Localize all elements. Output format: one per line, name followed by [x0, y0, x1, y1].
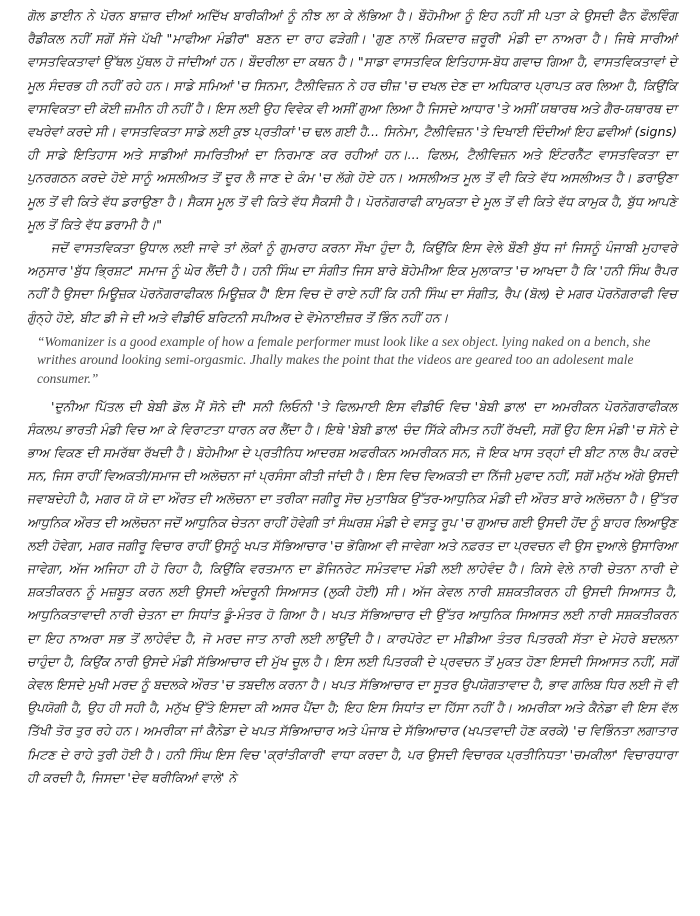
document-page: [27, 4, 677, 789]
paragraph-1: ਗੋਲ ਡਾਈਨ ਨੇ ਪੋਰਨ ਬਾਜ਼ਾਰ ਦੀਆਂ ਅਦਿੱਖ ਬਾਰੀਕੀਆਂ ਨੂੰ ਨੀਝ ਲਾ ਕੇ ਲੱਭਿਆ ਹੈ। ਬੌਹੋਮੀਆ ਨੂੰ ਇਹ ਨਹੀਂ ਸੀ ਪਤਾ ਕੇ ਉਸਦੀ ਫੈਨ ਫੌਲਵਿੰਗ ਰੈਡੀਕਲ ਨਹੀਂ ਸਗੋਂ ਸੱਜੇ ਪੱਖੀ "ਮਾਫੀਆ ਮੰਡੀਰ" ਬਣਨ ਦਾ ਰਾਹ ਫੜੇਗੀ। 'ਗੁਣ ਨਾਲੋਂ ਮਿਕਦਾਰ ਜ਼ਰੂਰੀ' ਮੰਡੀ ਦਾ ਨਾਅਰਾ ਹੈ। ਜਿਥੇ ਸਾਰੀਆਂ ਵਾਸਤਵਿਕਤਾਵਾਂ ਉੱਥਲ ਪੁੱਥਲ ਹੋ ਜਾਂਦੀਆਂ ਹਨ। ਬੌਦਰੀਲਾ ਦਾ ਕਥਨ ਹੈ। "ਸਾਡਾ ਵਾਸਤਵਿਕ ਇਤਿਹਾਸ-ਬੋਧ ਗਵਾਚ ਗਿਆ ਹੈ, ਵਾਸਤਵਿਕਤਾਵਾਂ ਦੇ ਮੂਲ ਸੰਦਰਭ ਹੀ ਨਹੀਂ ਰਹੇ ਹਨ। ਸਾਡੇ ਸਮਿਆਂ 'ਚ ਸਿਨਮਾ, ਟੈਲੀਵਿਜ਼ਨ ਨੇ ਹਰ ਚੀਜ਼ 'ਚ ਦਖਲ ਦੇਣ ਦਾ ਅਧਿਕਾਰ ਪ੍ਰਾਪਤ ਕਰ ਲਿਆ ਹੈ, ਕਿਉਂਕਿ ਵਾਸਵਿਕਤਾ ਦੀ ਕੋਈ ਜ਼ਮੀਨ ਹੀ ਨਹੀਂ ਹੈ। ਇਸ ਲਈ ਉਹ ਵਿਵੇਕ ਵੀ ਅਸੀਂ ਗੁਆ ਲਿਆ ਹੈ ਜਿਸਦੇ ਆਧਾਰ 'ਤੇ ਅਸੀਂ ਯਥਾਰਥ ਅਤੇ ਗੈਰ-ਯਥਾਰਥ ਦਾ ਵਖਰੇਵਾਂ ਕਰਦੇ ਸੀ। ਵਾਸਤਵਿਕਤਾ ਸਾਡੇ ਲਈ ਕੁਝ ਪ੍ਰਤੀਕਾਂ 'ਚ ਢਲ ਗਈ ਹੈ... ਸਿਨੇਮਾ, ਟੈਲੀਵਿਜ਼ਨ 'ਤੇ ਦਿਖਾਈ ਦਿੰਦੀਆਂ ਇਹ ਛਵੀਆਂ (signs) ਹੀ ਸਾਡੇ ਇਤਿਹਾਸ ਅਤੇ ਸਾਡੀਆਂ ਸਮਰਿਤੀਆਂ ਦਾ ਨਿਰਮਾਣ ਕਰ ਰਹੀਆਂ ਹਨ।... ਫਿਲਮ, ਟੈਲੀਵਿਜ਼ਨ ਅਤੇ ਇੰਟਰਨੈੱਟ ਵਾਸਤਵਿਕਤਾ ਦਾ ਪੁਨਰਗਠਨ ਕਰਦੇ ਹੋਏ ਸਾਨੂੰ ਅਸਲੀਅਤ ਤੋਂ ਦੂਰ ਲੈ ਜਾਣ ਦੇ ਕੰਮ 'ਚ ਲੱਗੇ ਹੋਏ ਹਨ। ਅਸਲੀਅਤ ਮੂਲ ਤੋਂ ਵੀ ਕਿਤੇ ਵੱਧ ਅਸਲੀਅਤ ਹੈ। ਡਰਾਉਣਾ ਮੂਲ ਤੋਂ ਵੀ ਕਿਤੇ ਵੱਧ ਡਰਾਉਣਾ ਹੈ। ਸੈਕਸ ਮੂਲ ਤੋਂ ਵੀ ਕਿਤੇ ਵੱਧ ਸੈਕਸੀ ਹੈ। ਪੋਰਨੋਗਰਾਫੀ ਕਾਮੁਕਤਾ ਦੇ ਮੂਲ ਤੋਂ ਵੀ ਕਿਤੇ ਵੱਧ ਕਾਮੁਕ ਹੈ, ਬੁੱਧ ਆਪਣੇ ਮੂਲ ਤੋਂ ਕਿਤੇ ਵੱਧ ਡਰਾਮੀ ਹੈ।": [27, 8, 677, 232]
english-quote: “Womanizer is a good example of how a female performer must look like a sex object. lying naked on a bench, she writhes around looking semi-orgasmic. Jhally makes the point that the videos are geared too an adolesent male consumer.”: [37, 333, 651, 387]
paragraph-3: 'ਦੁਨੀਆ ਪਿੱਤਲ ਦੀ ਬੇਬੀ ਡੋਲ ਮੈਂ ਸੋਨੇ ਦੀ' ਸਨੀ ਲਿਓਨੀ 'ਤੇ ਫਿਲਮਾਈ ਇਸ ਵੀਡੀਓ ਵਿਚ 'ਬੇਬੀ ਡਾਲ' ਦਾ ਅਮਰੀਕਨ ਪੋਰਨੋਗਰਾਫੀਕਲ ਸੰਕਲਪ ਭਾਰਤੀ ਮੰਡੀ ਵਿਚ ਆ ਕੇ ਵਿਰਾਟਤਾ ਧਾਰਨ ਕਰ ਲੈਂਦਾ ਹੈ। ਇਥੇ 'ਬੇਬੀ ਡਾਲ' ਚੰਦ ਸਿੱਕੇ ਕੀਮਤ ਨਹੀਂ ਰੱਖਦੀ, ਸਗੋਂ ਉਹ ਇਸ ਮੰਡੀ 'ਚ ਸੋਨੇ ਦੇ ਭਾਅ ਵਿਕਣ ਦੀ ਸਮਰੱਥਾ ਰੱਖਦੀ ਹੈ। ਬੋਹੇਮੀਆ ਦੇ ਪ੍ਰਤੀਨਿਧ ਆਦਰਸ਼ ਅਫਰੀਕਨ ਅਮਰੀਕਨ ਸਨ, ਜੋ ਇਕ ਖਾਸ ਤਰ੍ਹਾਂ ਦੀ ਬੀਟ ਨਾਲ ਰੈਪ ਕਰਦੇ ਸਨ, ਜਿਸ ਰਾਹੀਂ ਵਿਅਕਤੀ/ਸਮਾਜ ਦੀ ਅਲੋਚਨਾ ਜਾਂ ਪ੍ਰਸੰਸਾ ਕੀਤੀ ਜਾਂਦੀ ਹੈ। ਇਸ ਵਿਚ ਵਿਅਕਤੀ ਦਾ ਨਿੱਜੀ ਮੁਫਾਦ ਨਹੀਂ, ਸਗੋਂ ਮਨੁੱਖ ਅੱਗੇ ਉਸਦੀ ਜਵਾਬਦੇਹੀ ਹੈ, ਮਗਰ ਯੋ ਯੋ ਦਾ ਔਰਤ ਦੀ ਅਲੋਚਨਾ ਦਾ ਤਰੀਕਾ ਜਗੀਰੂ ਸੋਚ ਮੁਤਾਬਿਕ ਉੱਤਰ-ਆਧੁਨਿਕ ਮੰਡੀ ਦੀ ਔਰਤ ਬਾਰੇ ਅਲੋਚਨਾ ਹੈ। ਉੱਤਰ ਆਧੁਨਿਕ ਔਰਤ ਦੀ ਅਲੋਚਨਾ ਜਦੋਂ ਆਧੁਨਿਕ ਚੇਤਨਾ ਰਾਹੀਂ ਹੋਵੇਗੀ ਤਾਂ ਸੰਘਰਸ਼ ਮੰਡੀ ਦੇ ਵਸਤੂ ਰੂਪ 'ਚ ਗੁਆਚ ਗਈ ਉਸਦੀ ਹੋਂਦ ਨੂੰ ਬਾਹਰ ਲਿਆਉਣ ਲਈ ਹੋਵੇਗਾ, ਮਗਰ ਜਗੀਰੂ ਵਿਚਾਰ ਰਾਹੀਂ ਉਸਨੂੰ ਖਪਤ ਸੱਭਿਆਚਾਰ 'ਚ ਭੋਗਿਆ ਵੀ ਜਾਵੇਗਾ ਅਤੇ ਨਫ਼ਰਤ ਦਾ ਪ੍ਰਵਚਨ ਵੀ ਉਸ ਦੁਆਲੇ ਉਸਾਰਿਆ ਜਾਵੇਗਾ, ਅੱਜ ਅਜਿਹਾ ਹੀ ਹੋ ਰਿਹਾ ਹੈ, ਕਿਉਂਕਿ ਵਰਤਮਾਨ ਦਾ ਡੋਜਿਨਰੇਟ ਸਮੰਤਵਾਦ ਮੰਡੀ ਲਈ ਲਾਹੇਵੰਦ ਹੈ। ਕਿਸੇ ਵੇਲੇ ਨਾਰੀ ਚੇਤਨਾ ਨਾਰੀ ਦੇ ਸ਼ਕਤੀਕਰਨ ਨੂੰ ਮਜ਼ਬੂਤ ਕਰਨ ਲਈ ਉਸਦੀ ਅੰਦਰੂਨੀ ਸਿਆਸਤ (ਲੁਕੀ ਹੋਈ) ਸੀ। ਅੱਜ ਕੇਵਲ ਨਾਰੀ ਸ਼ਸ਼ਕਤੀਕਰਨ ਹੀ ਉਸਦੀ ਸਿਆਸਤ ਹੈ, ਆਧੁਨਿਕਤਾਵਾਦੀ ਨਾਰੀ ਚੇਤਨਾ ਦਾ ਸਿਧਾਂਤ ਡੂੰ-ਮੰਤਰ ਹੋ ਗਿਆ ਹੈ। ਖਪਤ ਸੱਭਿਆਚਾਰ ਦੀ ਉੱਤਰ ਆਧੁਨਿਕ ਸਿਆਸਤ ਲਈ ਨਾਰੀ ਸਸ਼ਕਤੀਕਰਨ ਦਾ ਇਹ ਨਾਅਰਾ ਸਭ ਤੋਂ ਲਾਹੇਵੰਦ ਹੈ, ਜੋ ਮਰਦ ਜਾਤ ਨਾਰੀ ਲਈ ਲਾਉਂਦੀ ਹੈ। ਕਾਰਪੋਰੇਟ ਦਾ ਮੀਡੀਆ ਤੰਤਰ ਪਿਤਰਕੀ ਸੱਤਾ ਦੇ ਮੋਹਰੇ ਬਦਲਨਾ ਚਾਹੁੰਦਾ ਹੈ, ਕਿਉਂਕ ਨਾਰੀ ਉਸਦੇ ਮੰਡੀ ਸੱਭਿਆਚਾਰ ਦੀ ਮੁੱਖ ਚੂਲ ਹੈ। ਇਸ ਲਈ ਪਿਤਰਕੀ ਦੇ ਪ੍ਰਵਚਨ ਤੋਂ ਮੁਕਤ ਹੋਣਾ ਇਸਦੀ ਸਿਆਸਤ ਨਹੀਂ, ਸਗੋਂ ਕੇਵਲ ਇਸਦੇ ਮੁਖੀ ਮਰਦ ਨੂੰ ਬਦਲਕੇ ਔਰਤ 'ਚ ਤਬਦੀਲ ਕਰਨਾ ਹੈ। ਖਪਤ ਸੱਭਿਆਚਾਰ ਦਾ ਸੂਤਰ ਉਪਯੋਗਤਾਵਾਦ ਹੈ, ਭਾਵ ਗਲਿਬ ਧਿਰ ਲਈ ਜੋ ਵੀ ਉਪਯੋਗੀ ਹੈ, ਉਹ ਹੀ ਸਹੀ ਹੈ, ਮਨੁੱਖ ਉੱਤੇ ਇਸਦਾ ਕੀ ਅਸਰ ਪੈਂਦਾ ਹੈ; ਇਹ ਇਸ ਸਿਧਾਂਤ ਦਾ ਹਿੱਸਾ ਨਹੀਂ ਹੈ। ਅਮਰੀਕਾ ਅਤੇ ਕੈਨੇਡਾ ਵੀ ਇਸ ਵੱਲ ਤਿੱਖੀ ਤੋਰ ਤੁਰ ਰਹੇ ਹਨ। ਅਮਰੀਕਾ ਜਾਂ ਕੈਨੇਡਾ ਦੇ ਖਪਤ ਸੱਭਿਆਚਾਰ ਅਤੇ ਪੰਜਾਬ ਦੇ ਸੱਭਿਆਚਾਰ (ਖਪਤਵਾਦੀ ਹੋਣ ਕਰਕੇ) 'ਚ ਵਿਭਿੰਨਤਾ ਲਗਾਤਾਰ ਮਿਟਣ ਦੇ ਰਾਹੇ ਤੁਰੀ ਹੋਈ ਹੈ। ਹਨੀ ਸਿੰਘ ਇਸ ਵਿਚ 'ਕ੍ਰਾਂਤੀਕਾਰੀ' ਵਾਧਾ ਕਰਦਾ ਹੈ, ਪਰ ਉਸਦੀ ਵਿਚਾਰਕ ਪ੍ਰਤੀਨਿਧਤਾ 'ਚਮਕੀਲਾ' ਵਿਚਾਰਧਾਰਾ ਹੀ ਕਰਦੀ ਹੈ, ਜਿਸਦਾ 'ਦੇਵ ਥਰੀਕਿਆਂ ਵਾਲੇ' ਨੇ: [27, 398, 677, 785]
paragraph-2: ਜਦੋਂ ਵਾਸਤਵਿਕਤਾ ਉਧਾਲ ਲਈ ਜਾਵੇ ਤਾਂ ਲੋਕਾਂ ਨੂੰ ਗੁਮਰਾਹ ਕਰਨਾ ਸੌਖਾ ਹੁੰਦਾ ਹੈ, ਕਿਉਂਕਿ ਇਸ ਵੇਲੇ ਬੌਣੀ ਬੁੱਧ ਜਾਂ ਜਿਸਨੂੰ ਪੰਜਾਬੀ ਮੁਹਾਵਰੇ ਅਨੁਸਾਰ 'ਬੁੱਧ ਭ੍ਰਿਸ਼ਟ' ਸਮਾਜ ਨੂੰ ਘੇਰ ਲੈਂਦੀ ਹੈ। ਹਨੀ ਸਿੰਘ ਦਾ ਸੰਗੀਤ ਜਿਸ ਬਾਰੇ ਬੋਹੇਮੀਆ ਇਕ ਮੁਲਾਕਾਤ 'ਚ ਆਖਦਾ ਹੈ ਕਿ 'ਹਨੀ ਸਿੰਘ ਰੈਪਰ ਨਹੀਂ ਹੈ ਉਸਦਾ ਮਿਊਜ਼ਕ ਪੋਰਨੋਗਰਾਫੀਕਲ ਮਿਊਜ਼ਕ ਹੈ' ਇਸ ਵਿਚ ਦੋ ਰਾਏ ਨਹੀਂ ਕਿ ਹਨੀ ਸਿੰਘ ਦਾ ਸੰਗੀਤ, ਰੈਪ (ਬੋਲ) ਦੇ ਮਗਰ ਪੋਰਨੋਗਰਾਫੀ ਵਿਚ ਗੁੰਨ੍ਹੇ ਹੋਏ, ਬੀਟ ਡੀ ਜੇ ਦੀ ਅਤੇ ਵੀਡੀਓ ਬਰਿਟਨੀ ਸਪੀਅਰ ਦੇ ਵੋਮੇਨਾਈਜ਼ਰ ਤੋਂ ਭਿੰਨ ਨਹੀਂ ਹਨ।: [27, 240, 677, 325]
